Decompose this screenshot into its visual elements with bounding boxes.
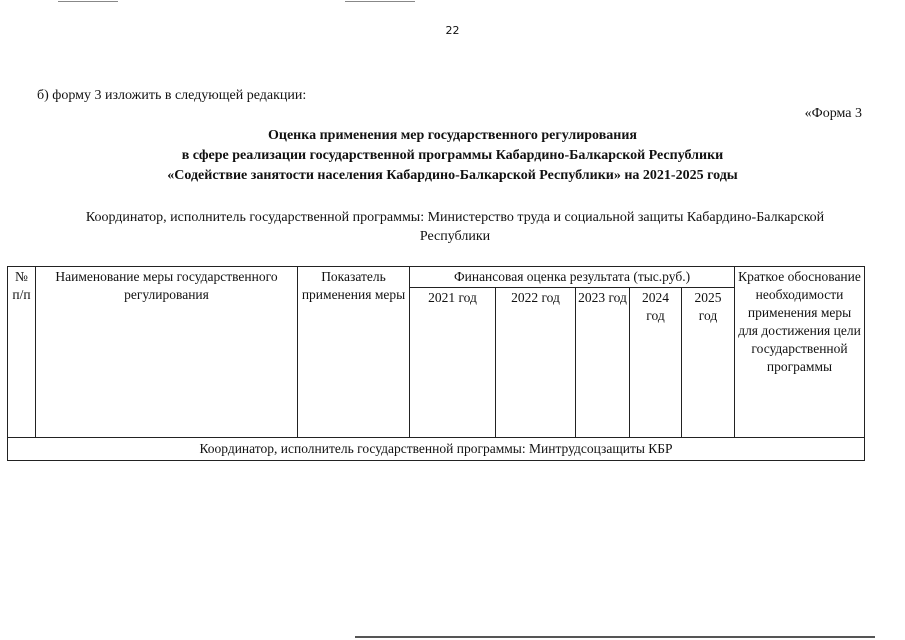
coordinator-row: Координатор, исполнитель государственной программы: Минтрудсоцзащиты КБР — [8, 437, 865, 460]
header-year-2022: 2022 год — [496, 288, 576, 438]
header-financial-assessment: Финансовая оценка результата (тыс.руб.) — [410, 267, 735, 288]
scan-artifact-bottom — [355, 636, 875, 638]
header-year-2023: 2023 год — [576, 288, 630, 438]
title-line: в сфере реализации государственной программы Кабардино-Балкарской Республики — [181, 148, 724, 163]
header-year-2021: 2021 год — [410, 288, 496, 438]
header-number: № п/п — [8, 267, 36, 438]
header-justification: Краткое обоснование необходимости применения меры для достижения цели государственной программы — [735, 267, 865, 438]
coordinator-line: Координатор, исполнитель государственной программы: Министерство труда и социальной защиты Кабардино-Балкарской — [85, 210, 825, 225]
header-year-2025: 2025 год — [682, 288, 735, 438]
page-number: 22 — [445, 24, 460, 37]
title-line: Оценка применения мер государственного регулирования — [268, 128, 637, 143]
scan-artifact-top — [58, 1, 118, 2]
coordinator-text — [20, 208, 890, 246]
title-line: «Содействие занятости населения Кабардино-Балкарской Республики» на 2021-2025 годы — [167, 168, 738, 183]
document-title — [0, 126, 905, 186]
header-indicator: Показатель применения меры — [298, 267, 410, 438]
coordinator-line: Республики — [419, 229, 491, 244]
header-year-2024: 2024 год — [630, 288, 682, 438]
scan-artifact-top-right — [345, 1, 415, 2]
intro-text: б) форму 3 изложить в следующей редакции: — [37, 88, 307, 103]
header-measure-name: Наименование меры государственного регулирования — [36, 267, 298, 438]
form-label: «Форма 3 — [804, 106, 862, 121]
regulation-table — [7, 266, 865, 461]
